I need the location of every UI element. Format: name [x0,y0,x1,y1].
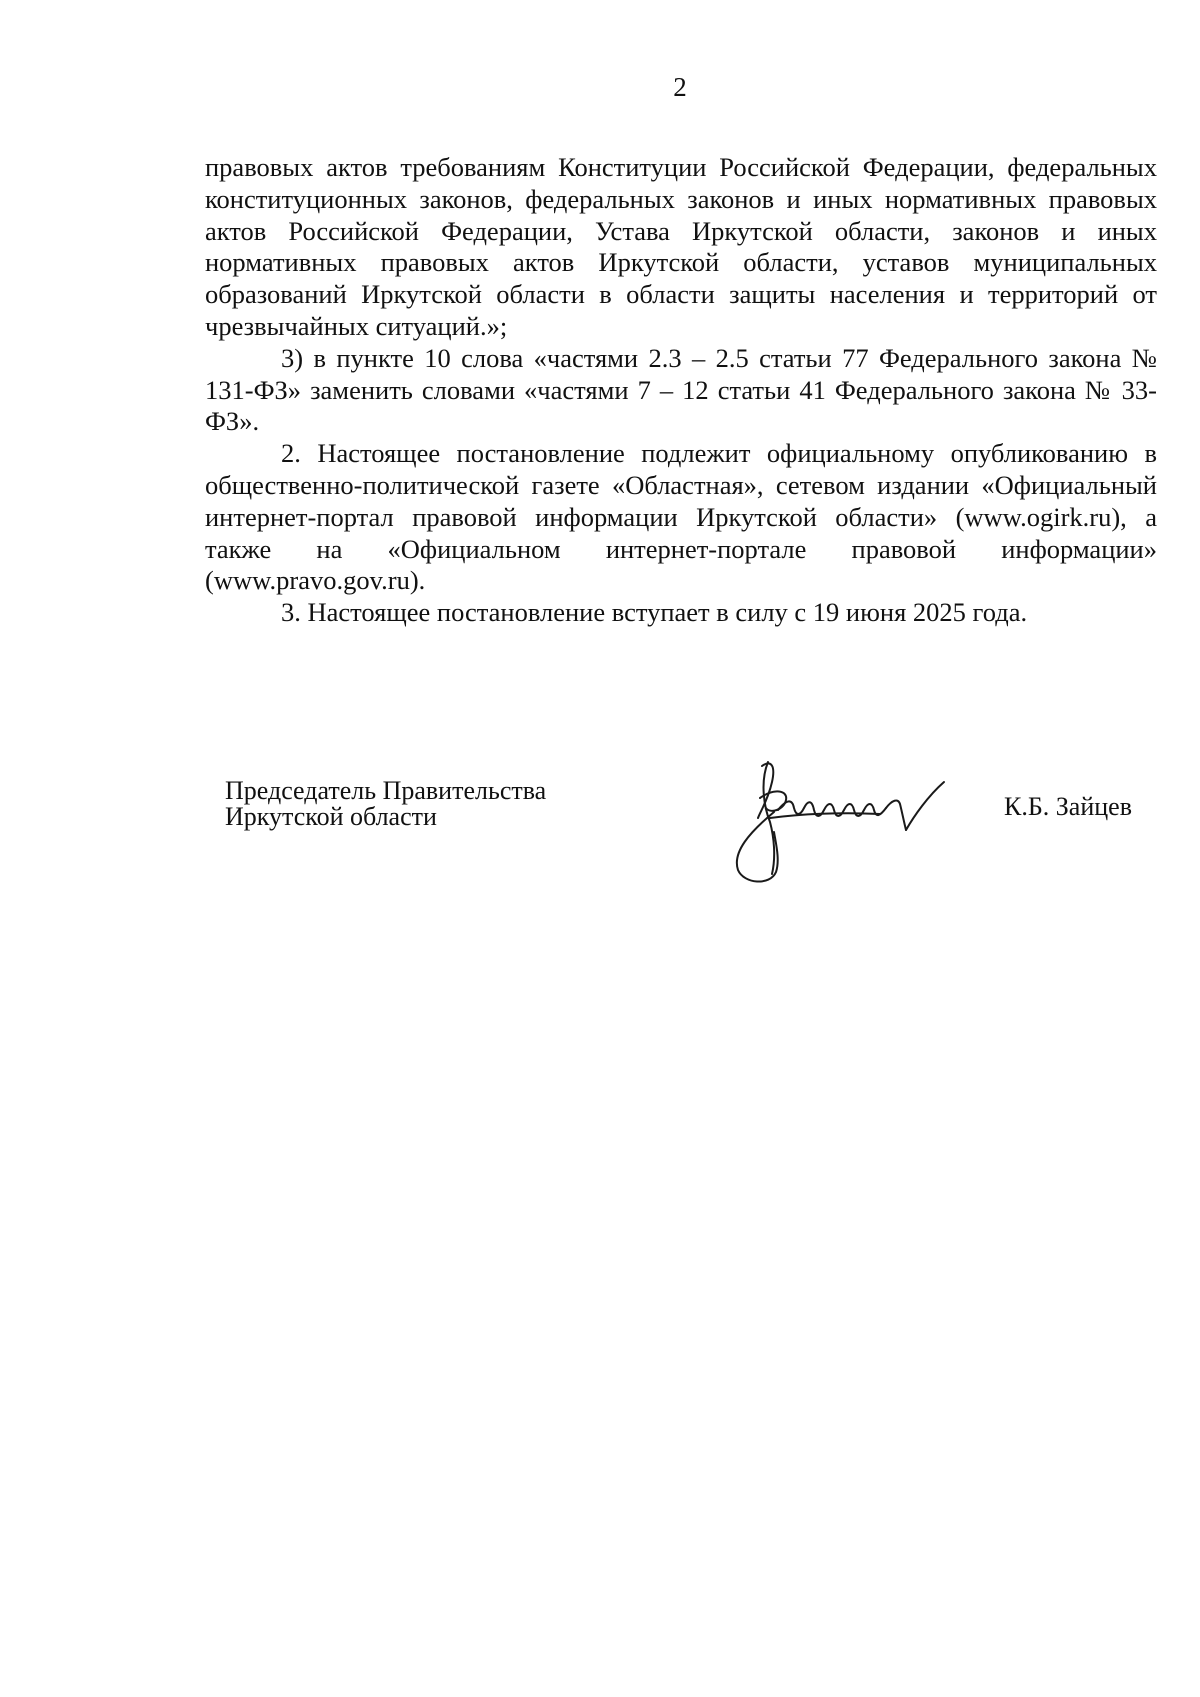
paragraph-publication: 2. Настоящее постановление подлежит официальному опубликованию в общественно-политической газете «Областная», сетевом издании «Официальный интернет-портал правовой информации Иркутской области» (www.ogirk.ru), а также на «Официальном интернет-портале правовой информации» (www.pravo.gov.ru). [205,438,1157,596]
document-body [205,152,1157,629]
signatory-name: К.Б. Зайцев [1004,792,1132,821]
handwritten-signature [730,752,970,892]
signatory-position-line-2: Иркутской области [225,802,437,831]
signatory-position-line-1: Председатель Правительства [225,776,547,805]
signatory-position [225,778,546,830]
paragraph-continuation: правовых актов требованиям Конституции Российской Федерации, федеральных конституционных законов, федеральных законов и иных нормативных правовых актов Российской Федерации, Устава Иркутской области, законов и иных нормативных правовых актов Иркутской области, уставов муниципальных образований Иркутской области в области защиты населения и территорий от чрезвычайных ситуаций.»; [205,152,1157,341]
page-number: 2 [673,72,687,102]
paragraph-item-3: 3) в пункте 10 слова «частями 2.3 – 2.5 статьи 77 Федерального закона № 131-ФЗ» заменить словами «частями 7 – 12 статьи 41 Федерального закона № 33-ФЗ». [205,342,1157,437]
paragraph-effective-date: 3. Настоящее постановление вступает в силу с 19 июня 2025 года. [281,597,1028,628]
